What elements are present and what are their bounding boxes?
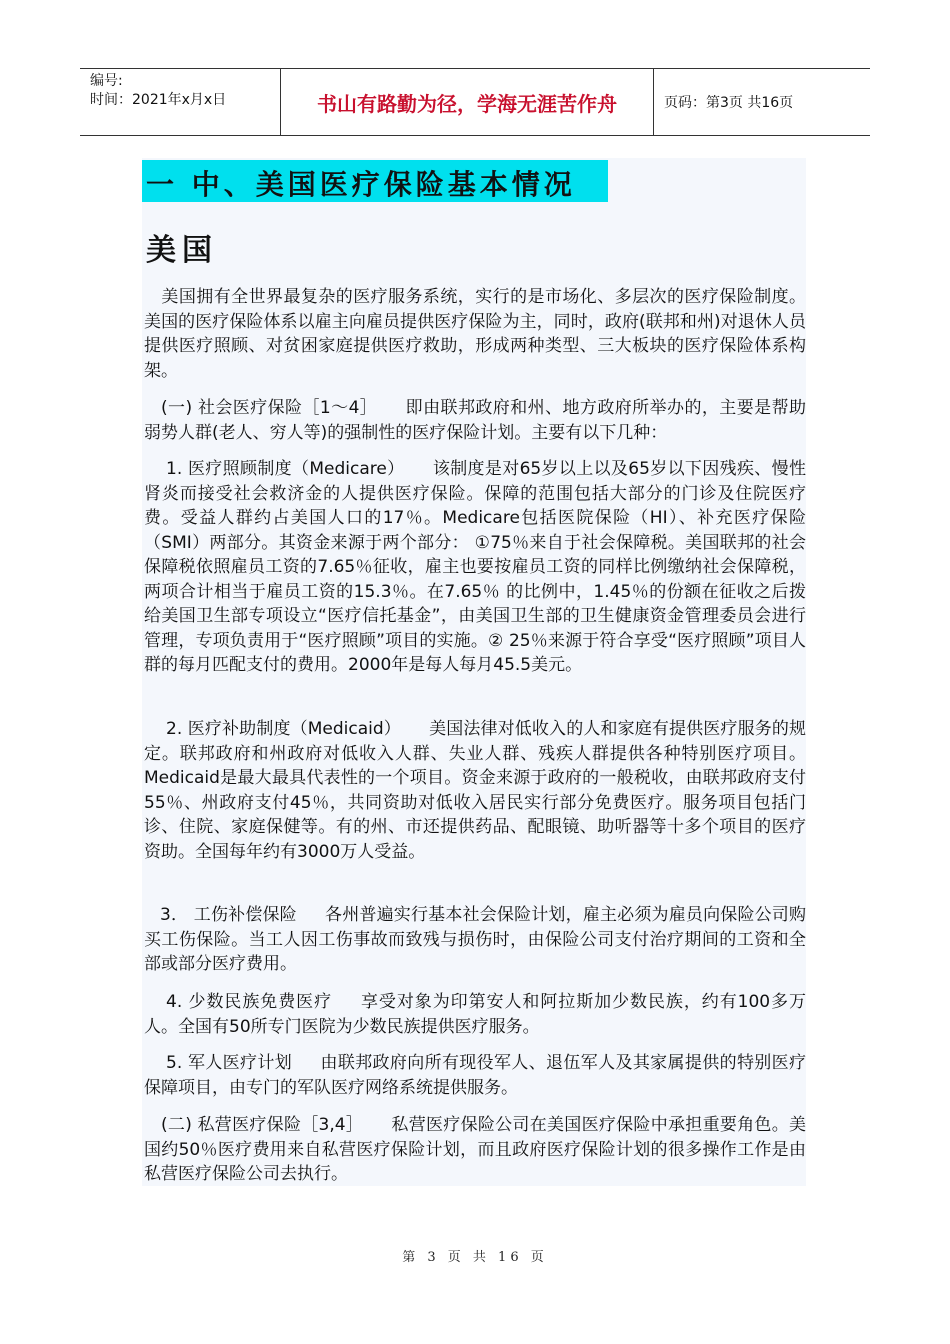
paragraph-heading: 4. 少数民族免费医疗	[166, 992, 333, 1012]
paragraph-work-injury	[144, 903, 806, 977]
paragraph-heading: 2. 医疗补助制度（Medicaid）	[166, 719, 401, 739]
page-footer: 第 3 页 共 16 页	[402, 1250, 548, 1265]
paragraph-intro-text: 美国拥有全世界最复杂的医疗服务系统，实行的是市场化、多层次的医疗保险制度。美国的医疗保险体系以雇主向雇员提供医疗保险为主，同时，政府(联邦和州)对退休人员提供医疗照顾、对贫困家庭提供医疗救助，形成两种类型、三大板块的医疗保险体系构架。	[144, 287, 806, 381]
paragraph-medicaid	[144, 717, 806, 864]
document-number-label: 编号:	[90, 73, 123, 89]
document-time-label: 时间：2021年x月x日	[90, 92, 227, 108]
section-title: 一 中、美国医疗保险基本情况	[146, 168, 576, 201]
page-header	[80, 68, 870, 136]
paragraph-heading: 5. 军人医疗计划	[166, 1053, 293, 1073]
paragraph-heading: (一) 社会医疗保险［1～4］	[161, 398, 378, 418]
paragraph-body: 美国法律对低收入的人和家庭有提供医疗服务的规定。联邦政府和州政府对低收入人群、失业人群、残疾人群提供各种特别医疗项目。Medicaid是最大最具代表性的一个项目。资金来源于政府的一般税收，由联邦政府支付55％、州政府支付45％，共同资助对低收入居民实行部分免费医疗。服务项目包括门诊、住院、家庭保健等。有的州、市还提供药品、配眼镜、助听器等十多个项目的医疗资助。全国每年约有3000万人受益。	[144, 719, 806, 862]
paragraph-medicare	[144, 457, 806, 678]
section-subtitle: 美国	[146, 233, 218, 268]
paragraph-body: 该制度是对65岁以上以及65岁以下因残疾、慢性肾炎而接受社会救济金的人提供医疗保险。保障的范围包括大部分的门诊及住院医疗费。受益人群约占美国人口的17％。Medicare包括医院保险（HI）、补充医疗保险（SMI）两部分。其资金来源于两个部分： ①75％来自于社会保障税。美国联邦的社会保障税依照雇员工资的7.65％征收，雇主也要按雇员工资的同样比例缴纳社会保障税，两项合计相当于雇员工资的15.3％。在7.65％ 的比例中，1.45％的份额在征收之后拨给美国卫生部专项设立“医疗信托基金”，由美国卫生部的卫生健康资金管理委员会进行管理，专项负责用于“医疗照顾”项目的实施。② 25％来源于符合享受“医疗照顾”项目人群的每月匹配支付的费用。2000年是每人每月45.5美元。	[144, 459, 806, 675]
paragraph-body: 各州普遍实行基本社会保险计划，雇主必须为雇员向保险公司购买工伤保险。当工人因工伤事故而致残与损伤时，由保险公司支付治疗期间的工资和全部或部分医疗费用。	[144, 905, 806, 974]
header-page-info: 页码：第3页 共16页	[664, 95, 794, 111]
paragraph-intro	[144, 285, 806, 383]
paragraph-social-insurance	[144, 396, 806, 445]
header-meta	[80, 69, 280, 135]
paragraph-private-insurance	[144, 1113, 806, 1187]
paragraph-body: 享受对象为印第安人和阿拉斯加少数民族，约有100多万人。全国有50所专门医院为少数民族提供医疗服务。	[144, 992, 806, 1037]
paragraph-body: 由联邦政府向所有现役军人、退伍军人及其家属提供的特别医疗保障项目，由专门的军队医疗网络系统提供服务。	[144, 1053, 807, 1098]
paragraph-military-care	[144, 1051, 806, 1100]
paragraph-heading: 3． 工伤补偿保险	[160, 905, 297, 925]
paragraph-heading: (二) 私营医疗保险［3,4］	[161, 1115, 364, 1135]
paragraph-body: 私营医疗保险公司在美国医疗保险中承担重要角色。美国约50％医疗费用来自私营医疗保险计划，而且政府医疗保险计划的很多操作工作是由私营医疗保险公司去执行。	[144, 1115, 806, 1184]
paragraph-body: 即由联邦政府和州、地方政府所举办的，主要是帮助弱势人群(老人、穷人等)的强制性的医疗保险计划。主要有以下几种：	[144, 398, 807, 443]
header-motto: 书山有路勤为径，学海无涯苦作舟	[280, 69, 654, 135]
paragraph-heading: 1. 医疗照顾制度（Medicare）	[166, 459, 405, 479]
paragraph-minority-care	[144, 990, 806, 1039]
